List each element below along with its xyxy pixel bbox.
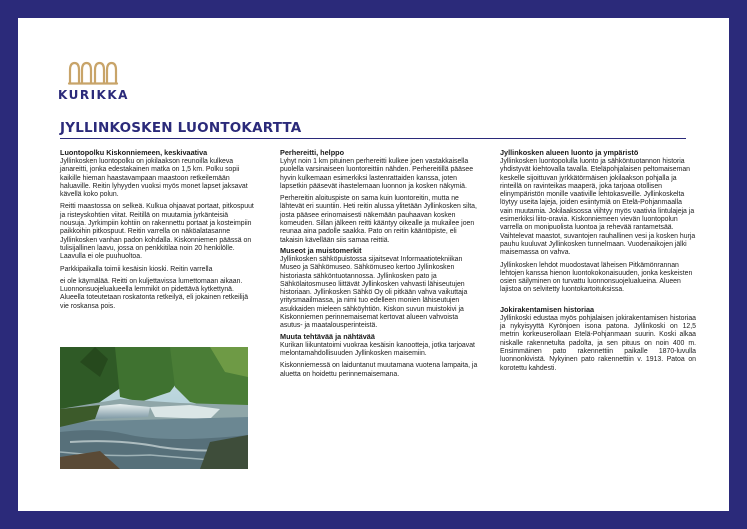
paragraph: Perhereitin aloituspiste on sama kuin luontoreitin, mutta ne lähtevät eri suuntiin. Heti reitin alussa ylitetään Jyllinkosken silta, josta pääsee erinomaisesti näkemään pauhaavan kosken komeuden. Sillan jälkeen reitti kääntyy oikealle ja mukailee joen reunaa aina padolle saakka. Pato on reitin kääntöpiste, eli takaisin kävellään siis samaa reittiä.	[280, 195, 477, 244]
page-title: JYLLINKOSKEN LUONTOKARTTA	[60, 120, 302, 136]
paragraph: Jyllinkosken luontopolku on jokilaakson reunoilla kulkeva janareitti, jonka edestakainen matka on 1,5 km. Polku sopii kaikille hieman haastavampaan maastoon retkeilemään haluaville. Reitin lyhyyden vuoksi myös monet lapset jaksavat kävellä koko polun.	[60, 158, 248, 199]
paragraph: Parkkipaikalla toimii kesäisin kioski. Reitin varrella	[60, 265, 213, 273]
paragraph: Jyllinkoski edustaa myös pohjalaisen jokirakentamisen historiaa ja nykyisyyttä Kyrönjoen isona patona. Jyllinkoski on 12,5 metrin korkeuserollaan Etelä-Pohjanmaan suurin. Koski alkaa niskalle rakennetulta padolta, ja sen pituus on noin 400 m. Ensimmäinen pato rakennettiin paikalle 1870-luvulla luonnonkivistä. Nykyinen pato rakennettiin v. 1913. Patoa on korotettu kahdesti.	[500, 314, 696, 372]
kurikka-logo	[58, 60, 128, 120]
title-divider	[60, 138, 686, 139]
paragraph: Kiskonniemessä on laiduntanut muutamana vuotena lampaita, ja aluetta on hoidettu perinnemaisemana.	[280, 362, 478, 378]
section-heading: Perhereitti, helppo	[280, 148, 345, 157]
paragraph: Reitti maastossa on selkeä. Kulkua ohjaavat portaat, pitkospuut ja risteyskohtien viitat. Reitillä on muutamia jyrkänteisiä nousuja. Jyrkimpiin kohtiin on rakennettu portaat ja kosteimpiin paikkoihin pitkospuut. Reitin varrella on näköalatasanne Jyllinkosken vanhan padon kohdalla. Kiskonniemen päässä on tulisijallinen laavu, jossa on penkkitilaa noin 20 henkilölle. Laavulla ei ole puuhuoltoa.	[60, 203, 254, 261]
waterfall-photo	[60, 347, 248, 469]
section-heading: Museot ja muistomerkit	[280, 245, 362, 255]
paragraph: Jyllinkosken lehdot muodostavat läheisen Pitkämönrannan lehtojen kanssa hienon luontokokonaisuuden, jonka keskeisten osien säilyminen on turvattu luonnonsuojelualueina. Alueen lajistoa on selvitetty luontokartoituksissa.	[500, 261, 693, 294]
section-heading: Jokirakentamisen historiaa	[500, 304, 595, 314]
section-heading: Luontopolku Kiskonniemeen, keskivaativa	[60, 148, 208, 157]
section-heading: Muuta tehtävää ja nähtävää	[280, 331, 375, 341]
section-heading: Jyllinkosken alueen luonto ja ympäristö	[500, 148, 639, 157]
crown-logo-icon	[67, 60, 119, 86]
paragraph: Lyhyt noin 1 km pituinen perhereitti kulkee joen vastakkaisella puolella varsinaiseen luontoreittiin nähden. Perhereitillä pääsee hyvin kulkemaan esimerkiksi lastenrattaiden kanssa, joten lapsetkin pääsevät ihastelemaan luonnon ja kosken näkymiä.	[280, 158, 474, 190]
paragraph: ei ole käymälää. Reitti on kuljettavissa lumettomaan aikaan. Luonnonsuojelualueella lemmikit on pidettävä kytkettynä. Alueella toteutetaan roskatonta retkeilyä, eli jokainen retkeilijä vie roskansa pois.	[60, 277, 249, 310]
column-trail	[60, 148, 255, 315]
paragraph: Jyllinkosken sähköpuistossa sijaitsevat Informaatiotekniikan Museo ja Sähkömuseo. Sähkömuseo kertoo Jyllinkosken historiasta sähköntuotannossa. Jyllinkosken pato ja Sähkölaitosmuseo liittävät Jyllinkosken vahvasti lähiseutujen historiaan. Jyllinkosken Sähkö Oy oli pitkään vahva vaikuttaja yritysmaailmassa, ja nimi tuo edelleen monien lähiseutujen asukkaiden mieleen sähköyhtiön. Kiskon suvun muistokivi ja Kiskonniemen perinnemaisemat kertovat alueen vahvoista asutus- ja maatalousperinteistä.	[280, 255, 468, 330]
paragraph: Jyllinkosken luontopolulla luonto ja sähköntuotannon historia yhdistyvät kiehtovalla tavalla. Eteläpohjalaisen peltomaiseman keskelle sijoittuvan jyrkkätörmäisen jokilaakson pohjalla ja rinteillä on ravinteikas maaperä, joka tarjoaa otollisen elinympäristön monille vaativille lehtokasveille. Jyllinkoskelta löytyy useita lajeja, joiden esiintymiä on Etelä-Pohjanmaalla vain muutamia. Jokilaaksossa viihtyy myös vaativia lintulajeja ja esimerkiksi liito-oravia. Kiskonniemeen vievän luontopolun varrella on monipuolista luontoa ja rehevää rantametsää. Vaihtelevat maastot, suvantojen rauhallinen vesi ja kosken hurja pauhu kuuluvat Jyllinkosken tunnelmaan. Vuodenaikojen jälki maisemassa on vahva.	[500, 158, 696, 257]
column-nature	[500, 148, 696, 377]
brochure-page	[18, 18, 729, 511]
waterfall-illustration	[60, 347, 248, 469]
logo-wordmark: KURIKKA	[58, 88, 129, 102]
paragraph: Kurikan liikuntatoimi vuokraa kesäisin kanootteja, jotka tarjoavat melontamahdollisuuden Jyllinkosken maisemiin.	[280, 341, 475, 357]
column-family-route	[280, 148, 478, 383]
